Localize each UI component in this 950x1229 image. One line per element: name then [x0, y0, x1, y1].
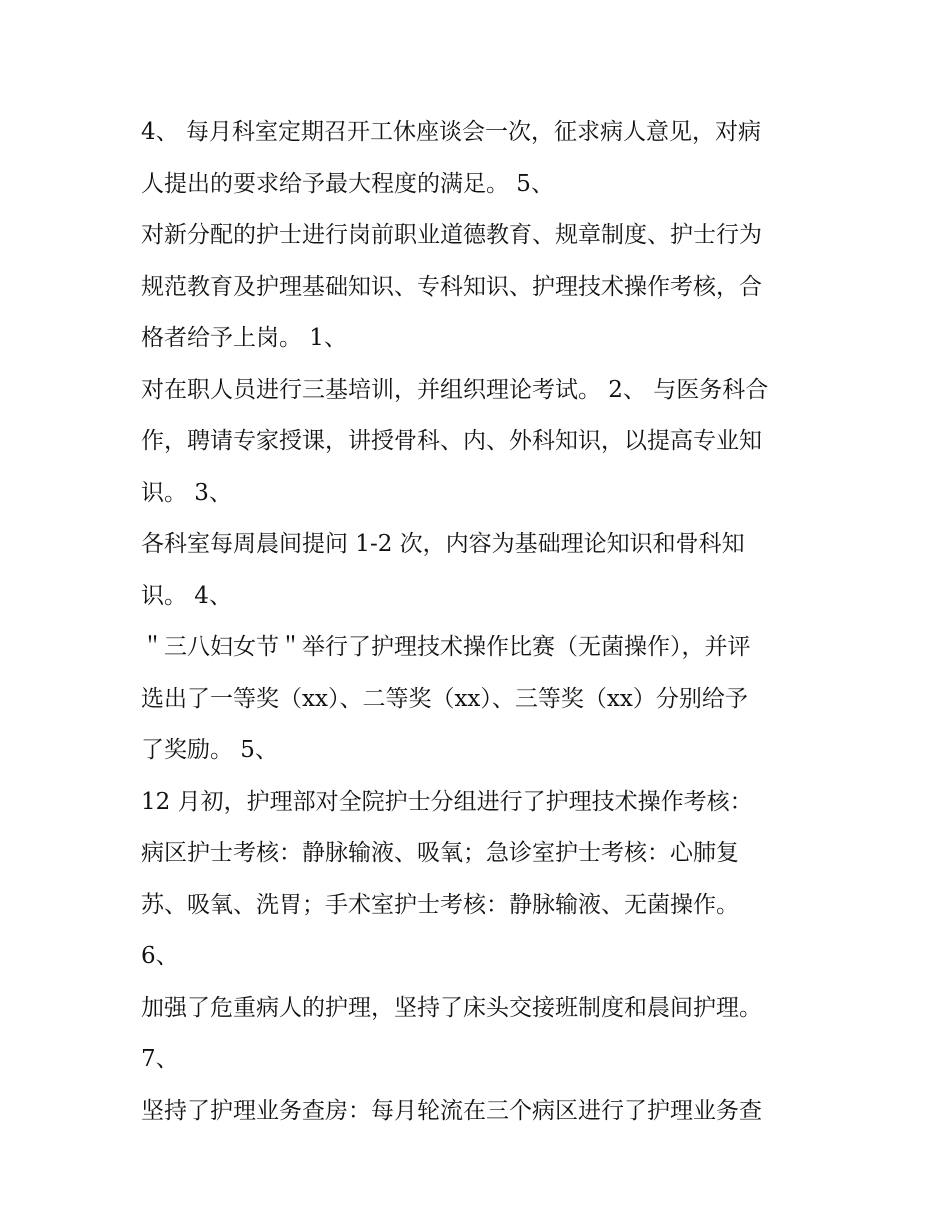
text-line: 12 月初，护理部对全院护士分组进行了护理技术操作考核： — [141, 788, 753, 815]
text-line: 4、 每月科室定期召开工休座谈会一次，征求病人意见，对病 — [141, 119, 761, 145]
text-line: 对新分配的护士进行岗前职业道德教育、规章制度、护士行为 — [141, 222, 762, 248]
text-line: 各科室每周晨间提问 1-2 次，内容为基础理论知识和骨科知 — [141, 531, 745, 557]
text-line: 规范教育及护理基础知识、专科知识、护理技术操作考核，合 — [141, 273, 762, 300]
text-line: 识。 4、 — [141, 582, 232, 609]
text-line: 选出了一等奖（xx）、二等奖（xx）、三等奖（xx）分别给予 — [141, 685, 748, 712]
text-line: 人提出的要求给予最大程度的满足。 5、 — [141, 170, 554, 197]
text-line: 识。 3、 — [141, 479, 232, 506]
document-body — [141, 107, 821, 1137]
text-line: 加强了危重病人的护理，坚持了床头交接班制度和晨间护理。 — [141, 994, 762, 1021]
text-line: 了奖励。 5、 — [141, 737, 278, 763]
text-line: 对在职人员进行三基培训，并组织理论考试。 2、 与医务科合 — [141, 376, 769, 403]
text-line: 坚持了护理业务查房：每月轮流在三个病区进行了护理业务查 — [141, 1097, 762, 1124]
text-line: 苏、吸氧、洗胃；手术室护士考核：静脉输液、无菌操作。 — [141, 891, 739, 918]
text-line: 7、 — [141, 1046, 179, 1072]
text-line: 格者给予上岗。 1、 — [141, 325, 347, 351]
text-line: 病区护士考核：静脉输液、吸氧；急诊室护士考核：心肺复 — [141, 840, 739, 866]
text-line: ＂三八妇女节＂举行了护理技术操作比赛（无菌操作），并评 — [141, 634, 751, 660]
text-line: 作，聘请专家授课，讲授骨科、内、外科知识，以提高专业知 — [141, 428, 762, 454]
text-line: 6、 — [141, 943, 179, 969]
